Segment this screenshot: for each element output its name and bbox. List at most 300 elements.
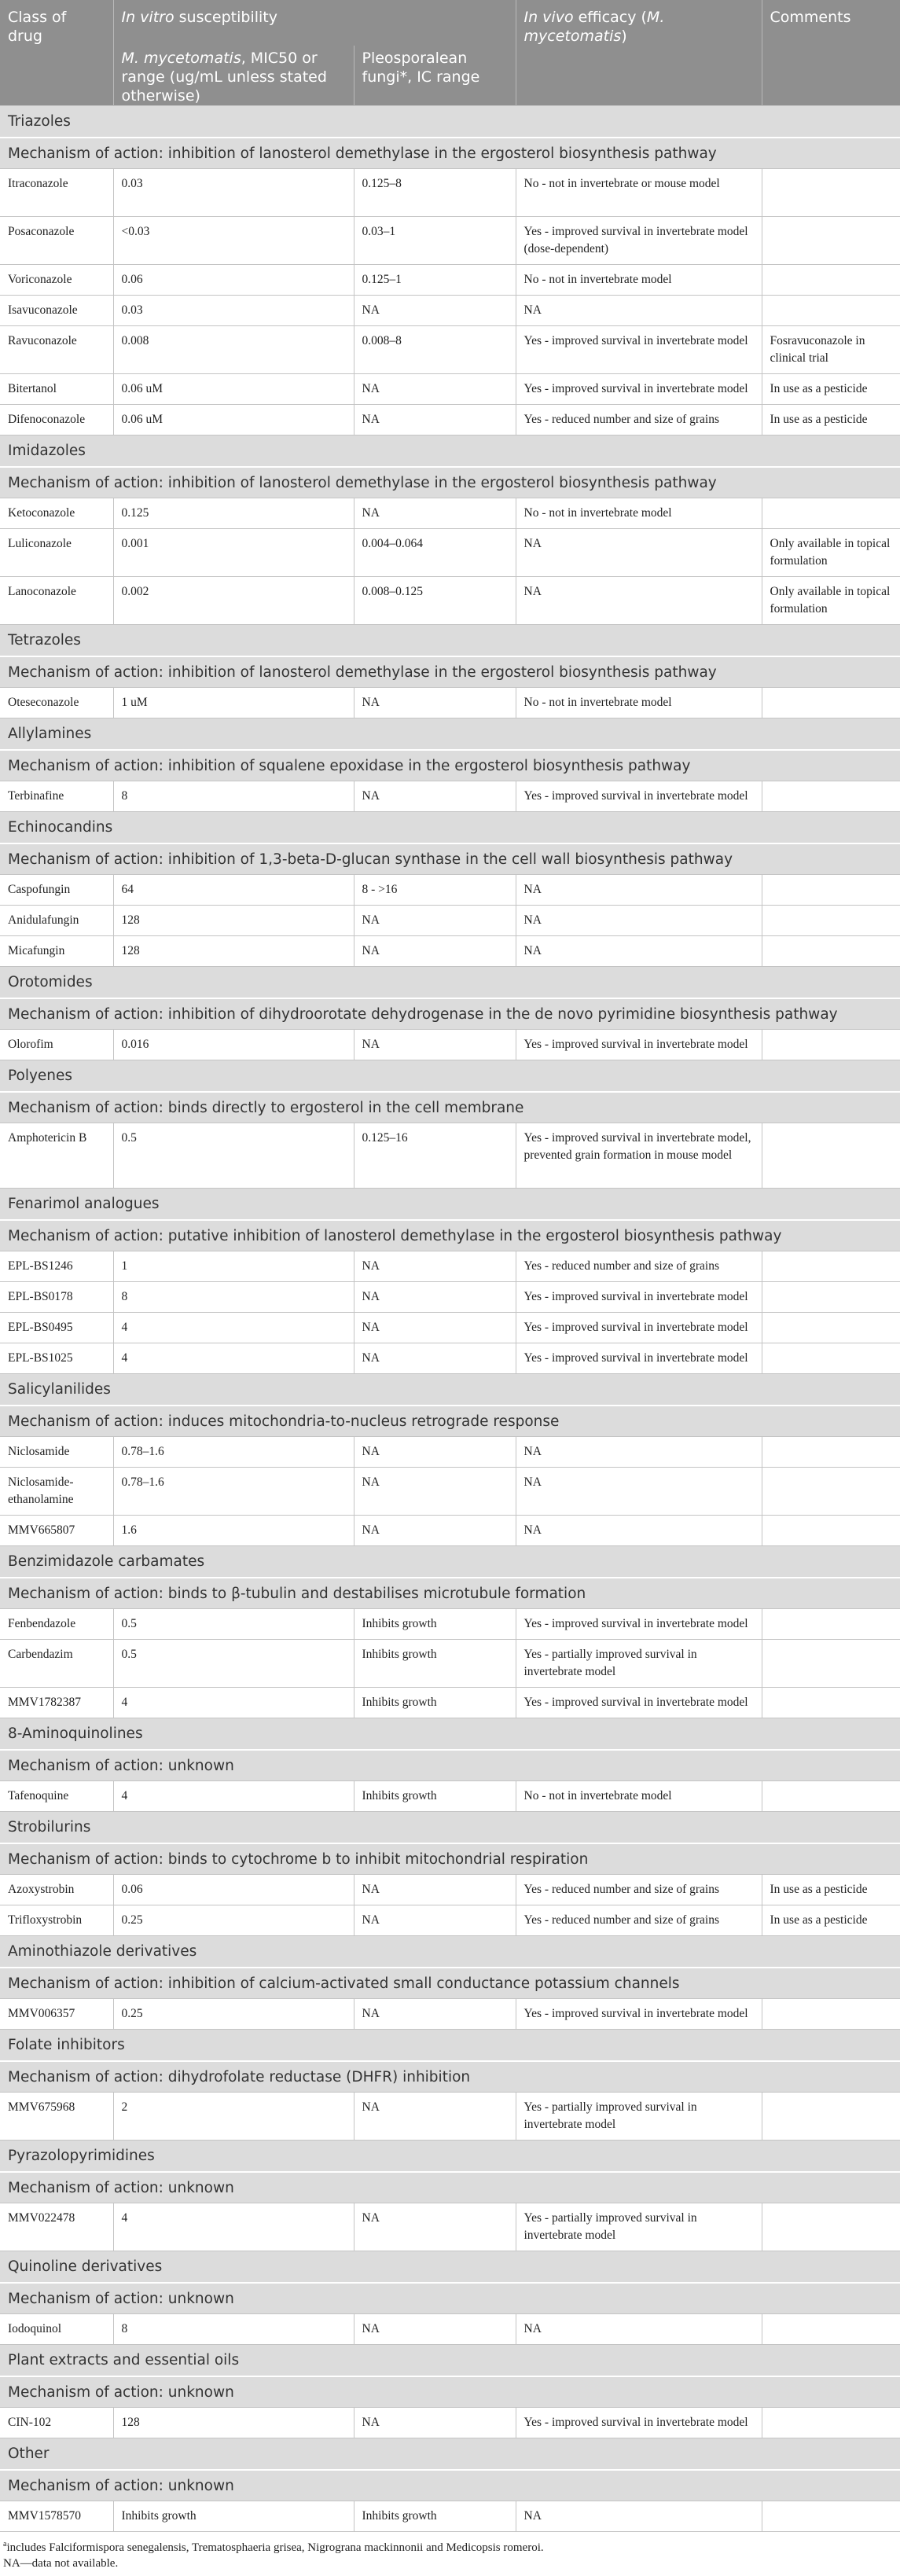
- comment-cell: [762, 169, 900, 217]
- drug-class-name: Triazoles: [0, 106, 900, 138]
- mic50-cell: 64: [113, 875, 354, 906]
- mechanism-row: [0, 1092, 900, 1123]
- drug-class-name: Polyenes: [0, 1060, 900, 1093]
- comment-cell: [762, 1282, 900, 1313]
- in-vivo-cell: NA: [516, 2314, 762, 2345]
- mic50-cell: Inhibits growth: [113, 2501, 354, 2532]
- drug-name-cell: Luliconazole: [0, 529, 113, 577]
- ic-range-cell: 0.008–0.125: [354, 577, 516, 625]
- mechanism-row: [0, 998, 900, 1030]
- comment-cell: [762, 2203, 900, 2251]
- ic-range-cell: NA: [354, 498, 516, 529]
- mic50-cell: 0.25: [113, 1905, 354, 1936]
- drug-class-name: Imidazoles: [0, 435, 900, 468]
- in-vivo-cell: Yes - reduced number and size of grains: [516, 405, 762, 435]
- drug-class-row: [0, 1718, 900, 1751]
- drug-class-row: [0, 718, 900, 751]
- mic50-cell: 0.25: [113, 1999, 354, 2030]
- in-vivo-cell: NA: [516, 936, 762, 967]
- drug-class-row: [0, 2345, 900, 2377]
- in-vivo-cell: NA: [516, 296, 762, 326]
- mechanism-row: [0, 2376, 900, 2408]
- drug-name-cell: EPL-BS0495: [0, 1313, 113, 1343]
- mechanism-row: [0, 1750, 900, 1781]
- table-row: [0, 1123, 900, 1189]
- mechanism-of-action: Mechanism of action: inhibition of lanosterol demethylase in the ergosterol biosynthesis pathway: [0, 138, 900, 169]
- drug-name-cell: Carbendazim: [0, 1640, 113, 1688]
- in-vivo-cell: NA: [516, 1468, 762, 1516]
- ic-range-cell: 0.125–16: [354, 1123, 516, 1189]
- mechanism-of-action: Mechanism of action: inhibition of calcium-activated small conductance potassium channels: [0, 1968, 900, 1999]
- ic-range-cell: Inhibits growth: [354, 1609, 516, 1640]
- in-vivo-cell: Yes - improved survival in invertebrate model: [516, 1313, 762, 1343]
- in-vivo-cell: No - not in invertebrate model: [516, 1781, 762, 1812]
- table-row: [0, 1688, 900, 1718]
- in-vivo-cell: Yes - partially improved survival in invertebrate model: [516, 2093, 762, 2141]
- mic50-cell: 2: [113, 2093, 354, 2141]
- mic50-cell: 0.001: [113, 529, 354, 577]
- mechanism-of-action: Mechanism of action: binds to β-tubulin and destabilises microtubule formation: [0, 1578, 900, 1609]
- ic-range-cell: NA: [354, 2203, 516, 2251]
- drug-name-cell: Olorofim: [0, 1030, 113, 1060]
- mechanism-row: [0, 1220, 900, 1251]
- drug-name-cell: Difenoconazole: [0, 405, 113, 435]
- drug-name-cell: Lanoconazole: [0, 577, 113, 625]
- drug-name-cell: EPL-BS0178: [0, 1282, 113, 1313]
- table-row: [0, 936, 900, 967]
- ic-range-cell: 0.004–0.064: [354, 529, 516, 577]
- drug-class-row: [0, 2030, 900, 2062]
- drug-name-cell: Ketoconazole: [0, 498, 113, 529]
- comment-cell: [762, 2501, 900, 2532]
- header-mic50: M. mycetomatis, MIC50 or range (ug/mL unless stated otherwise): [113, 46, 354, 106]
- ic-range-cell: NA: [354, 1905, 516, 1936]
- mechanism-of-action: Mechanism of action: binds to cytochrome b to inhibit mitochondrial respiration: [0, 1843, 900, 1875]
- ic-range-cell: NA: [354, 405, 516, 435]
- drug-name-cell: MMV675968: [0, 2093, 113, 2141]
- drug-name-cell: MMV1578570: [0, 2501, 113, 2532]
- table-header: [0, 0, 900, 106]
- mic50-cell: 1.6: [113, 1516, 354, 1546]
- drug-class-row: [0, 2251, 900, 2284]
- drug-name-cell: Azoxystrobin: [0, 1875, 113, 1905]
- header-ic-range: Pleosporalean fungi*, IC range: [354, 46, 516, 106]
- in-vivo-cell: Yes - improved survival in invertebrate model: [516, 326, 762, 374]
- table-row: [0, 1640, 900, 1688]
- table-row: [0, 1905, 900, 1936]
- footnote-pleosporalean: $^a$includes Falciformispora senegalensis, Trematosphaeria grisea, Nigrograna mackinnonii and Medicopsis romeroi.: [3, 2540, 544, 2554]
- ic-range-cell: Inhibits growth: [354, 2501, 516, 2532]
- table-row: [0, 1516, 900, 1546]
- mechanism-of-action: Mechanism of action: unknown: [0, 2470, 900, 2501]
- drug-class-row: [0, 625, 900, 657]
- comment-cell: In use as a pesticide: [762, 1875, 900, 1905]
- drug-class-name: Salicylanilides: [0, 1374, 900, 1406]
- in-vivo-cell: Yes - improved survival in invertebrate model, prevented grain formation in mouse model: [516, 1123, 762, 1189]
- mechanism-of-action: Mechanism of action: dihydrofolate reductase (DHFR) inhibition: [0, 2061, 900, 2093]
- drug-class-name: 8-Aminoquinolines: [0, 1718, 900, 1751]
- in-vivo-cell: Yes - improved survival in invertebrate model: [516, 1343, 762, 1374]
- comment-cell: Only available in topical formulation: [762, 529, 900, 577]
- drug-name-cell: MMV022478: [0, 2203, 113, 2251]
- mic50-cell: 0.002: [113, 577, 354, 625]
- drug-name-cell: Oteseconazole: [0, 688, 113, 718]
- in-vivo-cell: Yes - improved survival in invertebrate model: [516, 1999, 762, 2030]
- ic-range-cell: Inhibits growth: [354, 1688, 516, 1718]
- comment-cell: [762, 1781, 900, 1812]
- ic-range-cell: NA: [354, 1282, 516, 1313]
- table-row: [0, 1781, 900, 1812]
- mechanism-of-action: Mechanism of action: inhibition of 1,3-beta-D-glucan synthase in the cell wall biosynthesis pathway: [0, 843, 900, 875]
- ic-range-cell: NA: [354, 936, 516, 967]
- drug-name-cell: Terbinafine: [0, 781, 113, 812]
- table-row: [0, 405, 900, 435]
- drug-name-cell: Voriconazole: [0, 265, 113, 296]
- drug-name-cell: MMV665807: [0, 1516, 113, 1546]
- drug-class-row: [0, 967, 900, 999]
- drug-class-row: [0, 2141, 900, 2173]
- drug-class-name: Orotomides: [0, 967, 900, 999]
- mic50-cell: 8: [113, 781, 354, 812]
- comment-cell: [762, 1251, 900, 1282]
- comment-cell: [762, 1640, 900, 1688]
- comment-cell: Only available in topical formulation: [762, 577, 900, 625]
- drug-class-row: [0, 106, 900, 138]
- in-vivo-cell: No - not in invertebrate or mouse model: [516, 169, 762, 217]
- table-row: [0, 1437, 900, 1468]
- mechanism-of-action: Mechanism of action: inhibition of lanosterol demethylase in the ergosterol biosynthesis pathway: [0, 467, 900, 498]
- drug-class-name: Tetrazoles: [0, 625, 900, 657]
- drug-class-row: [0, 2438, 900, 2471]
- ic-range-cell: NA: [354, 1343, 516, 1374]
- drug-name-cell: EPL-BS1025: [0, 1343, 113, 1374]
- drug-name-cell: Isavuconazole: [0, 296, 113, 326]
- mechanism-of-action: Mechanism of action: induces mitochondria-to-nucleus retrograde response: [0, 1406, 900, 1437]
- comment-cell: [762, 1999, 900, 2030]
- in-vivo-cell: NA: [516, 2501, 762, 2532]
- mechanism-row: [0, 1843, 900, 1875]
- drug-class-row: [0, 1936, 900, 1968]
- drug-class-row: [0, 1189, 900, 1221]
- table-row: [0, 1282, 900, 1313]
- drug-class-name: Strobilurins: [0, 1812, 900, 1844]
- table-row: [0, 577, 900, 625]
- ic-range-cell: NA: [354, 296, 516, 326]
- drug-class-name: Benzimidazole carbamates: [0, 1546, 900, 1578]
- drug-class-row: [0, 1374, 900, 1406]
- table-row: [0, 374, 900, 405]
- drug-name-cell: Trifloxystrobin: [0, 1905, 113, 1936]
- drug-class-name: Fenarimol analogues: [0, 1189, 900, 1221]
- table-row: [0, 1313, 900, 1343]
- mechanism-row: [0, 2172, 900, 2203]
- mic50-cell: 128: [113, 936, 354, 967]
- in-vivo-cell: No - not in invertebrate model: [516, 498, 762, 529]
- drug-class-row: [0, 1546, 900, 1578]
- mechanism-row: [0, 750, 900, 781]
- mechanism-of-action: Mechanism of action: inhibition of squalene epoxidase in the ergosterol biosynthesis pathway: [0, 750, 900, 781]
- header-class-of-drug: Class of drug: [0, 0, 113, 46]
- drug-name-cell: Tafenoquine: [0, 1781, 113, 1812]
- ic-range-cell: 0.008–8: [354, 326, 516, 374]
- drug-name-cell: MMV006357: [0, 1999, 113, 2030]
- mechanism-row: [0, 1968, 900, 1999]
- in-vivo-cell: Yes - reduced number and size of grains: [516, 1251, 762, 1282]
- ic-range-cell: NA: [354, 1999, 516, 2030]
- mic50-cell: 0.125: [113, 498, 354, 529]
- drug-name-cell: Ravuconazole: [0, 326, 113, 374]
- comment-cell: [762, 936, 900, 967]
- comment-cell: [762, 2093, 900, 2141]
- in-vivo-cell: NA: [516, 529, 762, 577]
- ic-range-cell: NA: [354, 1516, 516, 1546]
- mechanism-row: [0, 1578, 900, 1609]
- in-vivo-cell: Yes - improved survival in invertebrate model: [516, 1030, 762, 1060]
- drug-class-name: Other: [0, 2438, 900, 2471]
- ic-range-cell: 0.03–1: [354, 217, 516, 265]
- in-vivo-cell: NA: [516, 577, 762, 625]
- in-vivo-cell: Yes - improved survival in invertebrate model: [516, 1688, 762, 1718]
- in-vivo-cell: Yes - partially improved survival in invertebrate model: [516, 1640, 762, 1688]
- comment-cell: [762, 498, 900, 529]
- mic50-cell: 4: [113, 1781, 354, 1812]
- comment-cell: In use as a pesticide: [762, 405, 900, 435]
- drug-class-name: Echinocandins: [0, 812, 900, 844]
- drug-name-cell: Bitertanol: [0, 374, 113, 405]
- mic50-cell: <0.03: [113, 217, 354, 265]
- table-row: [0, 296, 900, 326]
- comment-cell: Fosravuconazole in clinical trial: [762, 326, 900, 374]
- ic-range-cell: Inhibits growth: [354, 1640, 516, 1688]
- ic-range-cell: NA: [354, 1437, 516, 1468]
- comment-cell: [762, 875, 900, 906]
- table-row: [0, 326, 900, 374]
- mic50-cell: 0.06 uM: [113, 374, 354, 405]
- comment-cell: [762, 1313, 900, 1343]
- drug-class-name: Pyrazolopyrimidines: [0, 2141, 900, 2173]
- comment-cell: [762, 781, 900, 812]
- mic50-cell: 1: [113, 1251, 354, 1282]
- mic50-cell: 128: [113, 2408, 354, 2438]
- mechanism-of-action: Mechanism of action: inhibition of lanosterol demethylase in the ergosterol biosynthesis pathway: [0, 656, 900, 688]
- mic50-cell: 8: [113, 1282, 354, 1313]
- mechanism-row: [0, 467, 900, 498]
- in-vivo-cell: No - not in invertebrate model: [516, 688, 762, 718]
- drug-name-cell: Posaconazole: [0, 217, 113, 265]
- in-vivo-cell: NA: [516, 1516, 762, 1546]
- ic-range-cell: NA: [354, 1313, 516, 1343]
- comment-cell: [762, 688, 900, 718]
- drug-name-cell: Fenbendazole: [0, 1609, 113, 1640]
- comment-cell: [762, 1609, 900, 1640]
- ic-range-cell: NA: [354, 2314, 516, 2345]
- mechanism-row: [0, 2470, 900, 2501]
- mechanism-of-action: Mechanism of action: putative inhibition of lanosterol demethylase in the ergosterol biosynthesis pathway: [0, 1220, 900, 1251]
- table-row: [0, 2203, 900, 2251]
- ic-range-cell: Inhibits growth: [354, 1781, 516, 1812]
- ic-range-cell: NA: [354, 906, 516, 936]
- mic50-cell: 4: [113, 2203, 354, 2251]
- mechanism-of-action: Mechanism of action: binds directly to ergosterol in the cell membrane: [0, 1092, 900, 1123]
- table-row: [0, 169, 900, 217]
- ic-range-cell: NA: [354, 781, 516, 812]
- mic50-cell: 1 uM: [113, 688, 354, 718]
- header-empty-1: [0, 46, 113, 106]
- drug-name-cell: Anidulafungin: [0, 906, 113, 936]
- in-vivo-cell: No - not in invertebrate model: [516, 265, 762, 296]
- header-in-vivo: In vivo efficacy (M. mycetomatis): [516, 0, 762, 46]
- table-row: [0, 688, 900, 718]
- mechanism-of-action: Mechanism of action: unknown: [0, 1750, 900, 1781]
- drug-name-cell: Niclosamide: [0, 1437, 113, 1468]
- mic50-cell: 8: [113, 2314, 354, 2345]
- header-empty-4: [516, 46, 762, 106]
- mic50-cell: 0.008: [113, 326, 354, 374]
- in-vivo-cell: Yes - improved survival in invertebrate model: [516, 781, 762, 812]
- ic-range-cell: 0.125–8: [354, 169, 516, 217]
- comment-cell: [762, 1437, 900, 1468]
- header-empty-5: [762, 46, 900, 106]
- ic-range-cell: NA: [354, 688, 516, 718]
- comment-cell: [762, 217, 900, 265]
- table-row: [0, 2408, 900, 2438]
- in-vivo-cell: Yes - improved survival in invertebrate model: [516, 374, 762, 405]
- comment-cell: [762, 1468, 900, 1516]
- table-row: [0, 2501, 900, 2532]
- mic50-cell: 0.78–1.6: [113, 1437, 354, 1468]
- drug-name-cell: EPL-BS1246: [0, 1251, 113, 1282]
- drug-class-row: [0, 1812, 900, 1844]
- drug-class-name: Quinoline derivatives: [0, 2251, 900, 2284]
- mechanism-row: [0, 843, 900, 875]
- table-row: [0, 906, 900, 936]
- comment-cell: In use as a pesticide: [762, 1905, 900, 1936]
- comment-cell: [762, 906, 900, 936]
- header-comments: Comments: [762, 0, 900, 46]
- drug-class-row: [0, 812, 900, 844]
- table-row: [0, 1609, 900, 1640]
- comment-cell: [762, 1123, 900, 1189]
- in-vivo-cell: NA: [516, 1437, 762, 1468]
- mechanism-row: [0, 656, 900, 688]
- table-row: [0, 529, 900, 577]
- comment-cell: [762, 2408, 900, 2438]
- drug-class-name: Allylamines: [0, 718, 900, 751]
- in-vivo-cell: Yes - improved survival in invertebrate model: [516, 1282, 762, 1313]
- ic-range-cell: NA: [354, 1468, 516, 1516]
- mic50-cell: 0.016: [113, 1030, 354, 1060]
- table-row: [0, 265, 900, 296]
- drug-class-row: [0, 435, 900, 468]
- in-vivo-cell: Yes - partially improved survival in invertebrate model: [516, 2203, 762, 2251]
- header-in-vitro: In vitro susceptibility: [113, 0, 516, 46]
- table-row: [0, 2314, 900, 2345]
- mechanism-of-action: Mechanism of action: unknown: [0, 2283, 900, 2314]
- drug-class-row: [0, 1060, 900, 1093]
- ic-range-cell: NA: [354, 1251, 516, 1282]
- in-vivo-cell: Yes - reduced number and size of grains: [516, 1905, 762, 1936]
- comment-cell: [762, 265, 900, 296]
- comment-cell: [762, 1688, 900, 1718]
- table-row: [0, 1343, 900, 1374]
- drug-class-name: Plant extracts and essential oils: [0, 2345, 900, 2377]
- mic50-cell: 0.78–1.6: [113, 1468, 354, 1516]
- in-vivo-cell: Yes - improved survival in invertebrate model (dose-dependent): [516, 217, 762, 265]
- table-row: [0, 1468, 900, 1516]
- ic-range-cell: NA: [354, 2408, 516, 2438]
- mechanism-row: [0, 2283, 900, 2314]
- mic50-cell: 0.06: [113, 265, 354, 296]
- mic50-cell: 0.06 uM: [113, 405, 354, 435]
- comment-cell: [762, 1030, 900, 1060]
- table-row: [0, 875, 900, 906]
- in-vivo-cell: Yes - reduced number and size of grains: [516, 1875, 762, 1905]
- mic50-cell: 0.03: [113, 296, 354, 326]
- mic50-cell: 0.5: [113, 1609, 354, 1640]
- footnote-na: NA—data not available.: [3, 2557, 119, 2570]
- table-row: [0, 2093, 900, 2141]
- mic50-cell: 128: [113, 906, 354, 936]
- drug-name-cell: Itraconazole: [0, 169, 113, 217]
- table-row: [0, 1999, 900, 2030]
- in-vivo-cell: Yes - improved survival in invertebrate model: [516, 1609, 762, 1640]
- mechanism-of-action: Mechanism of action: unknown: [0, 2172, 900, 2203]
- mic50-cell: 4: [113, 1313, 354, 1343]
- drug-name-cell: MMV1782387: [0, 1688, 113, 1718]
- table-body: [0, 106, 900, 2532]
- table-row: [0, 217, 900, 265]
- drug-name-cell: Niclosamide-ethanolamine: [0, 1468, 113, 1516]
- table-row: [0, 1251, 900, 1282]
- footnotes: [0, 2532, 900, 2576]
- in-vivo-cell: NA: [516, 875, 762, 906]
- comment-cell: [762, 1343, 900, 1374]
- drug-name-cell: Caspofungin: [0, 875, 113, 906]
- mic50-cell: 4: [113, 1688, 354, 1718]
- ic-range-cell: NA: [354, 2093, 516, 2141]
- mechanism-of-action: Mechanism of action: inhibition of dihydroorotate dehydrogenase in the de novo pyrimidine biosynthesis pathway: [0, 998, 900, 1030]
- drug-class-name: Folate inhibitors: [0, 2030, 900, 2062]
- mechanism-of-action: Mechanism of action: unknown: [0, 2376, 900, 2408]
- mic50-cell: 0.06: [113, 1875, 354, 1905]
- mic50-cell: 4: [113, 1343, 354, 1374]
- mic50-cell: 0.03: [113, 169, 354, 217]
- table-row: [0, 1875, 900, 1905]
- mechanism-row: [0, 2061, 900, 2093]
- table-row: [0, 498, 900, 529]
- comment-cell: [762, 2314, 900, 2345]
- in-vivo-cell: NA: [516, 906, 762, 936]
- ic-range-cell: NA: [354, 1875, 516, 1905]
- comment-cell: [762, 296, 900, 326]
- comment-cell: In use as a pesticide: [762, 374, 900, 405]
- mechanism-row: [0, 138, 900, 169]
- mic50-cell: 0.5: [113, 1123, 354, 1189]
- ic-range-cell: 8 - >16: [354, 875, 516, 906]
- drug-name-cell: Iodoquinol: [0, 2314, 113, 2345]
- mechanism-row: [0, 1406, 900, 1437]
- table-row: [0, 1030, 900, 1060]
- comment-cell: [762, 1516, 900, 1546]
- in-vivo-cell: Yes - improved survival in invertebrate model: [516, 2408, 762, 2438]
- drug-name-cell: CIN-102: [0, 2408, 113, 2438]
- ic-range-cell: NA: [354, 374, 516, 405]
- table-row: [0, 781, 900, 812]
- ic-range-cell: 0.125–1: [354, 265, 516, 296]
- mic50-cell: 0.5: [113, 1640, 354, 1688]
- ic-range-cell: NA: [354, 1030, 516, 1060]
- drug-class-name: Aminothiazole derivatives: [0, 1936, 900, 1968]
